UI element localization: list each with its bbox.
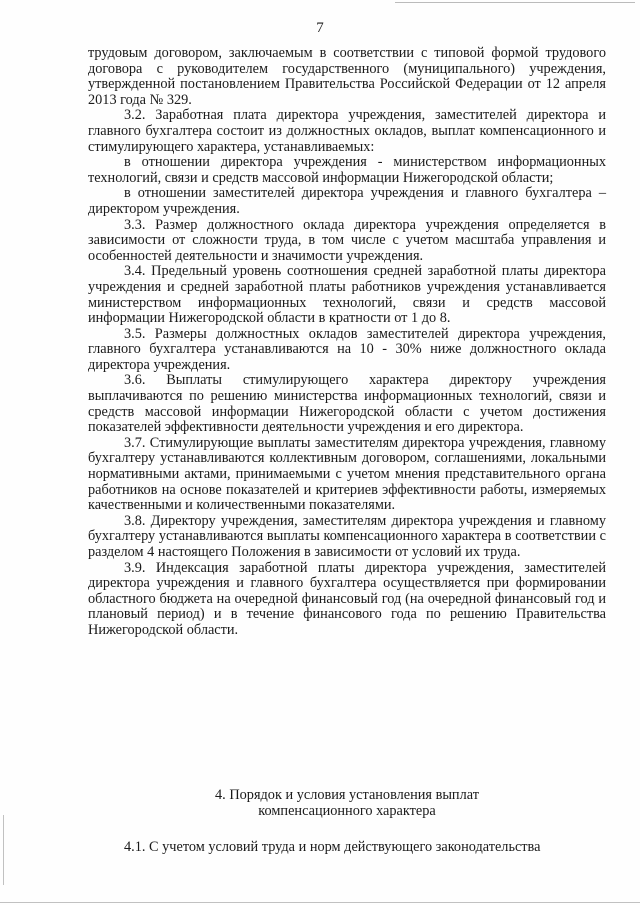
scan-artifact-top xyxy=(395,2,635,3)
paragraph-4-1: 4.1. С учетом условий труда и норм действующего законодательства xyxy=(124,840,541,855)
paragraph: 3.4. Предельный уровень соотношения средней заработной платы директора учреждения и средней заработной платы работников учреждения устанавливается министерством информационных технологий, связи и средств массовой информации Нижегородской области в кратности от 1 до 8. xyxy=(88,263,606,327)
paragraph: 3.6. Выплаты стимулирующего характера директору учреждения выплачиваются по решению министерства информационных технологий, связи и средств массовой информации Нижегородской области с учетом достижения показателей эффективности деятельности учреждения и его директора. xyxy=(88,372,606,436)
scan-artifact-bottom xyxy=(0,902,640,903)
paragraph: 3.2. Заработная плата директора учреждения, заместителей директора и главного бухгалтера состоит из должностных окладов, выплат компенсационного и стимулирующего характера, устанавливаемых: xyxy=(88,107,606,155)
page-number: 7 xyxy=(316,20,324,36)
paragraph: 3.3. Размер должностного оклада директора учреждения определяется в зависимости от сложности труда, в том числе с учетом масштаба управления и особенностей деятельности и значимости учреждения. xyxy=(88,216,606,264)
paragraph: 3.8. Директору учреждения, заместителям директора учреждения и главному бухгалтеру устанавливаются выплаты компенсационного характера в соответствии с разделом 4 настоящего Положения в зависимости от условий их труда. xyxy=(88,512,606,560)
document-body xyxy=(88,46,606,639)
paragraph: 3.9. Индексация заработной платы директора учреждения, заместителей директора учреждения и главного бухгалтера осуществляется при формировании областного бюджета на очередной финансовый год (на очередной финансовый год и плановый период) и в течение финансового года по решению Правительства Нижегородской области. xyxy=(88,559,606,638)
section-heading xyxy=(88,787,606,819)
paragraph: в отношении заместителей директора учреждения и главного бухгалтера – директором учреждения. xyxy=(88,185,606,217)
paragraph: 3.7. Стимулирующие выплаты заместителям директора учреждения, главному бухгалтеру устанавливаются коллективным договором, соглашениями, локальными нормативными актами, принимаемыми с учетом мнения представительного органа работников на основе показателей и критериев эффективности работы, измеряемых качественными и количественными показателями. xyxy=(88,434,606,514)
scan-artifact-left xyxy=(3,815,4,885)
paragraph: трудовым договором, заключаемым в соответствии с типовой формой трудового договора с руководителем государственного (муниципального) учреждения, утвержденной постановлением Правительства Российской Федерации от 12 апреля 2013 года № 329. xyxy=(88,45,606,108)
section-heading-line-1: 4. Порядок и условия установления выплат xyxy=(215,787,479,803)
section-heading-line-2: компенсационного характера xyxy=(258,803,436,819)
paragraph: 3.5. Размеры должностных окладов заместителей директора учреждения, главного бухгалтера устанавливаются на 10 - 30% ниже должностного оклада директора учреждения. xyxy=(88,325,606,373)
paragraph: в отношении директора учреждения - министерством информационных технологий, связи и средств массовой информации Нижегородской области; xyxy=(88,154,606,186)
